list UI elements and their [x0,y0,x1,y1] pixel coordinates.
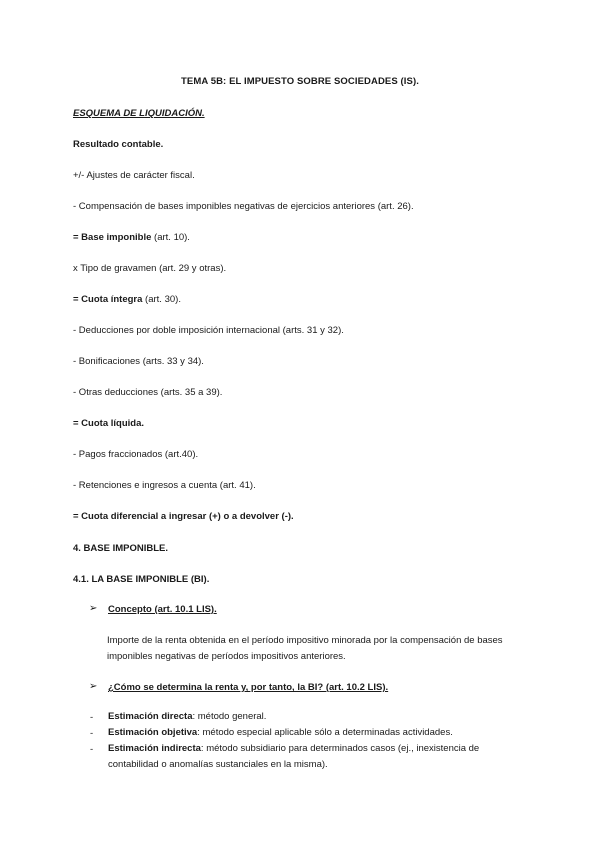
scheme-line-bold: = Cuota líquida. [73,418,144,429]
scheme-line-cuota-liquida [73,418,144,429]
section-4-1-heading: 4.1. LA BASE IMPONIBLE (BI). [73,574,210,585]
scheme-line-otras-deducciones [73,387,222,398]
list-item-term: Estimación objetiva [108,727,198,738]
scheme-line-cuota-integra [73,294,181,305]
scheme-line-ajustes [73,170,195,181]
scheme-line-rest: - Bonificaciones (arts. 33 y 34). [73,356,204,367]
scheme-line-resultado [73,139,163,150]
scheme-line-rest: (art. 30). [142,294,181,305]
scheme-line-tipo-gravamen [73,263,226,274]
scheme-line-bold: = Cuota íntegra [73,294,143,305]
scheme-line-cuota-diferencial [73,511,294,522]
scheme-line-rest: x Tipo de gravamen (art. 29 y otras). [73,263,227,274]
scheme-line-rest: +/- Ajustes de carácter fiscal. [73,170,195,181]
section-4-heading: 4. BASE IMPONIBLE. [73,543,169,554]
list-dash: - [90,712,94,723]
concepto-text: Importe de la renta obtenida en el período impositivo minorada por la compensación de bases imponibles negativas de períodos impositivos anteriores. [107,635,503,662]
list-item-estimacion-objetiva [108,725,528,741]
list-item-desc: : método general. [192,711,267,722]
scheme-line-bold: Resultado contable. [73,139,164,150]
scheme-line-rest: - Retenciones e ingresos a cuenta (art. 41). [73,480,256,491]
scheme-line-base-imponible [73,232,190,243]
list-item-term: Estimación indirecta [108,743,201,754]
determina-heading: ¿Cómo se determina la renta y, por tanto, la BI? (art. 10.2 LIS). [108,682,389,693]
scheme-line-deducciones-doble [73,325,344,336]
scheme-line-rest: - Compensación de bases imponibles negativas de ejercicios anteriores (art. 26). [73,201,414,212]
scheme-line-rest: - Otras deducciones (arts. 35 a 39). [73,387,223,398]
list-item-estimacion-directa [108,709,528,725]
scheme-line-bold: = Cuota diferencial a ingresar (+) o a devolver (-). [73,511,294,522]
list-item-desc: : método subsidiario para determinados casos (ej., inexistencia de contabilidad o anomalías sustanciales en la misma). [108,743,480,770]
concepto-heading: Concepto (art. 10.1 LIS). [108,604,217,615]
scheme-line-rest: - Deducciones por doble imposición internacional (arts. 31 y 32). [73,325,344,336]
arrow-bullet-icon: ➢ [89,603,98,614]
list-item-estimacion-indirecta [108,741,528,773]
list-dash: - [90,744,94,755]
arrow-bullet-icon: ➢ [89,681,98,692]
list-item-desc: : método especial aplicable sólo a determinadas actividades. [197,727,453,738]
scheme-line-bonificaciones [73,356,204,367]
scheme-line-rest: (art. 10). [151,232,190,243]
esquema-heading: ESQUEMA DE LIQUIDACIÓN. [73,108,205,119]
scheme-line-rest: - Pagos fraccionados (art.40). [73,449,199,460]
scheme-line-compensacion [73,201,414,212]
list-item-term: Estimación directa [108,711,193,722]
document-title: TEMA 5B: EL IMPUESTO SOBRE SOCIEDADES (IS). [181,76,419,87]
scheme-line-retenciones [73,480,256,491]
scheme-line-pagos-fraccionados [73,449,198,460]
scheme-line-bold: = Base imponible [73,232,152,243]
list-dash: - [90,728,94,739]
